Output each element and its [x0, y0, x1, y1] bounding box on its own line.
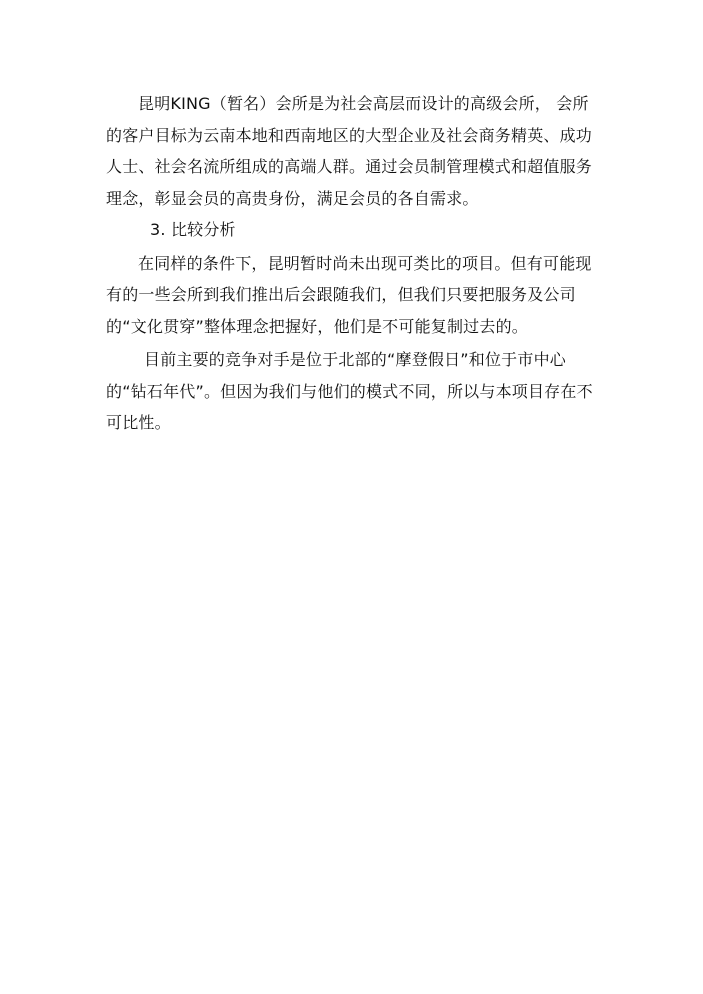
document-body: [106, 88, 594, 439]
competitors-paragraph: 目前主要的竞争对手是位于北部的“摩登假日”和位于市中心的“钻石年代”。但因为我们与他们的模式不同，所以与本项目存在不可比性。: [106, 350, 593, 432]
section-heading: 3. 比较分析: [150, 220, 236, 239]
comparison-paragraph: 在同样的条件下，昆明暂时尚未出现可类比的项目。但有可能现有的一些会所到我们推出后会跟随我们，但我们只要把服务及公司的“文化贯穿”整体理念把握好，他们是不可能复制过去的。: [106, 253, 592, 336]
intro-paragraph: 昆明KING（暂名）会所是为社会高层而设计的高级会所， 会所的客户目标为云南本地和西南地区的大型企业及社会商务精英、成功人士、社会名流所组成的高端人群。通过会员制管理模式和超值服务理念，彰显会员的高贵身份，满足会员的各自需求。: [106, 94, 593, 208]
